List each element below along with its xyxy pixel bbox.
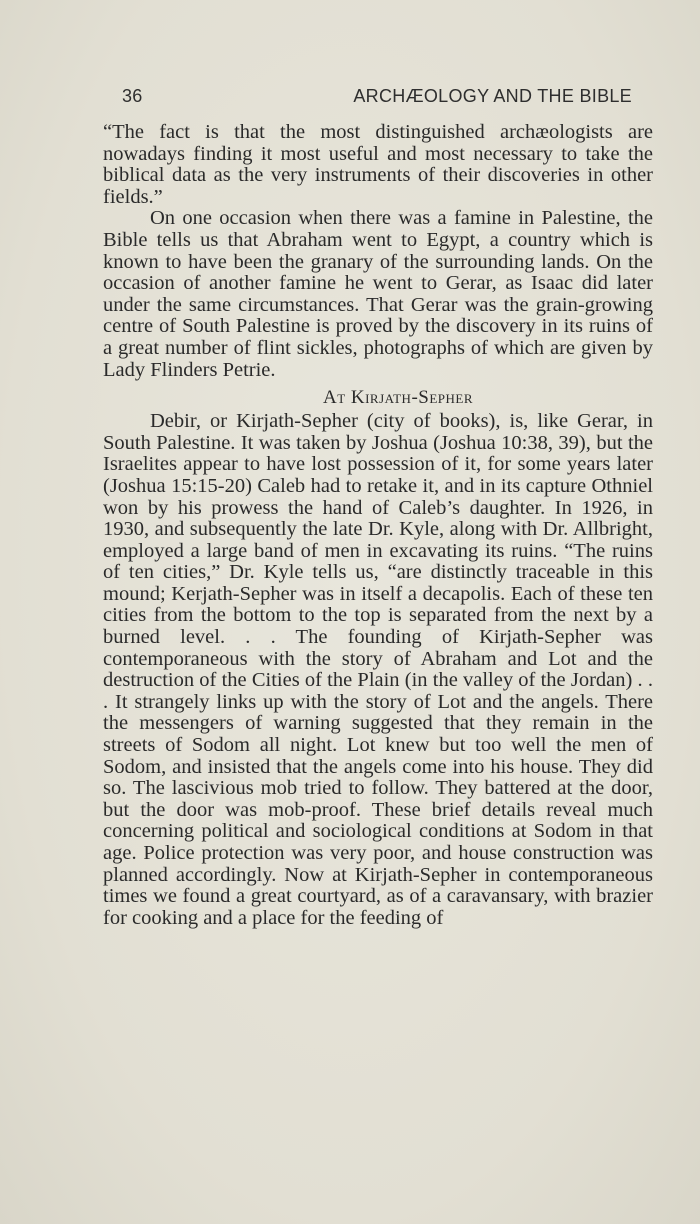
paragraph-quote-end: “The fact is that the most distinguished archæologists are nowadays finding it most useful and most necessary to take the biblical data as the very instruments of their discoveries in other fields.” <box>103 121 653 208</box>
running-title: ARCHÆOLOGY AND THE BIBLE <box>353 86 632 106</box>
section-heading: At Kirjath-Sepher <box>322 387 474 409</box>
body-text <box>103 122 653 929</box>
paragraph-kirjath-sepher: Debir, or Kirjath-Sepher (city of books), is, like Gerar, in South Palestine. It was taken by Joshua (Joshua 10:38, 39), but the Israelites appear to have lost possession of it, for some years later (Joshua 15:15-20) Caleb had to retake it, and in its capture Othniel won by his prowess the hand of Caleb’s daughter. In 1926, in 1930, and subsequently the late Dr. Kyle, along with Dr. Allbright, employed a large band of men in excavating its ruins. “The ruins of ten cities,” Dr. Kyle tells us, “are distinctly traceable in this mound; Kerjath-Sepher was in itself a decapolis. Each of these ten cities from the bottom to the top is separated from the next by a burned level. . . The founding of Kirjath-Sepher was contemporaneous with the story of Abraham and Lot and the destruction of the Cities of the Plain (in the valley of the Jordan) . . . It strangely links up with the story of Lot and the angels. There the messengers of warning suggested that they remain in the streets of Sodom all night. Lot knew but too well the men of Sodom, and insisted that the angels come into his house. They did so. The lascivious mob tried to follow. They battered at the door, but the door was mob-proof. These brief details reveal much concerning political and sociological conditions at Sodom in that age. Police protection was very poor, and house construction was planned accordingly. Now at Kirjath-Sepher in contemporaneous times we found a great courtyard, as of a caravansary, with brazier for cooking and a place for the feeding of <box>103 410 653 929</box>
page-number: 36 <box>122 86 143 106</box>
running-head <box>120 86 632 110</box>
paragraph-famine: On one occasion when there was a famine in Palestine, the Bible tells us that Abraham went to Egypt, a country which is known to have been the granary of the surrounding lands. On the occasion of another famine he went to Gerar, as Isaac did later under the same circumstances. That Gerar was the grain-growing centre of South Palestine is proved by the discovery in its ruins of a great number of flint sickles, photographs of which are given by Lady Flinders Petrie. <box>103 207 653 381</box>
